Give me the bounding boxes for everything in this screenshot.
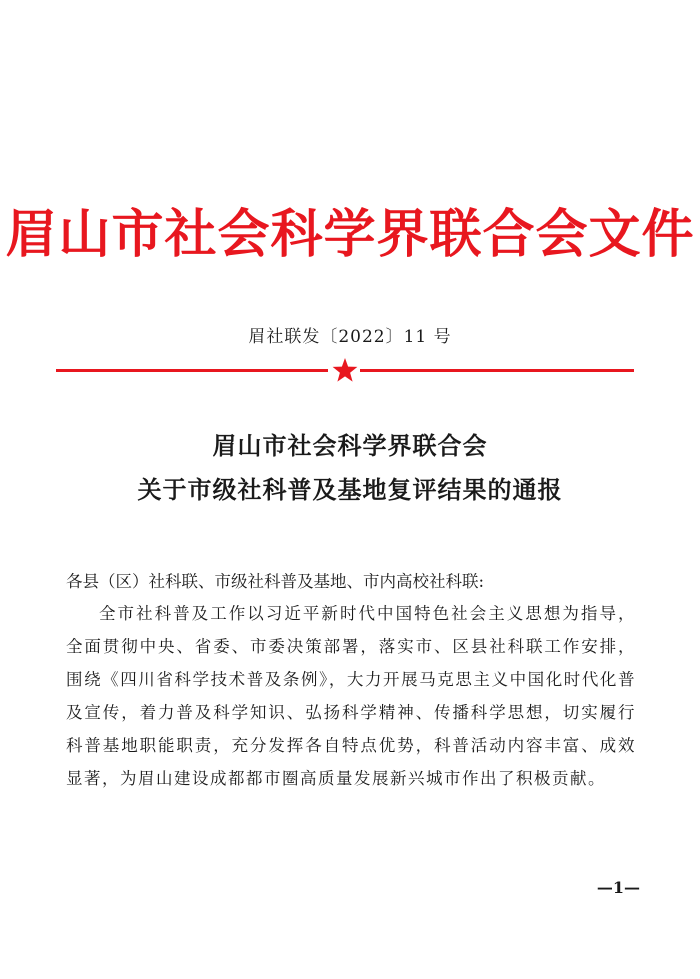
body-paragraph: 全市社科普及工作以习近平新时代中国特色社会主义思想为指导，全面贯彻中央、省委、市委决策部署，落实市、区县社科联工作安排，围绕《四川省科学技术普及条例》，大力开展马克思主义中国化时代化普及宣传，着力普及科学知识、弘扬科学精神、传播科学思想，切实履行科普基地职能职责，充分发挥各自特点优势，科普活动内容丰富、成效显著，为眉山建设成都都市圈高质量发展新兴城市作出了积极贡献。 — [66, 604, 636, 788]
notice-title — [0, 424, 700, 512]
recipients-line: 各县（区）社科联、市级社科普及基地、市内高校社科联: — [66, 572, 485, 591]
document-number: 眉社联发〔2022〕11 号 — [248, 327, 452, 347]
notice-title-line1: 眉山市社会科学界联合会 — [212, 431, 488, 460]
divider-line-right — [360, 369, 634, 372]
divider-line-left — [56, 369, 328, 372]
notice-title-line2: 关于市级社科普及基地复评结果的通报 — [137, 475, 563, 504]
page-number: —1— — [596, 878, 640, 897]
red-divider — [56, 358, 634, 382]
star-icon — [332, 358, 358, 382]
document-header-title: 眉山市社会科学界联合会文件 — [5, 204, 695, 265]
